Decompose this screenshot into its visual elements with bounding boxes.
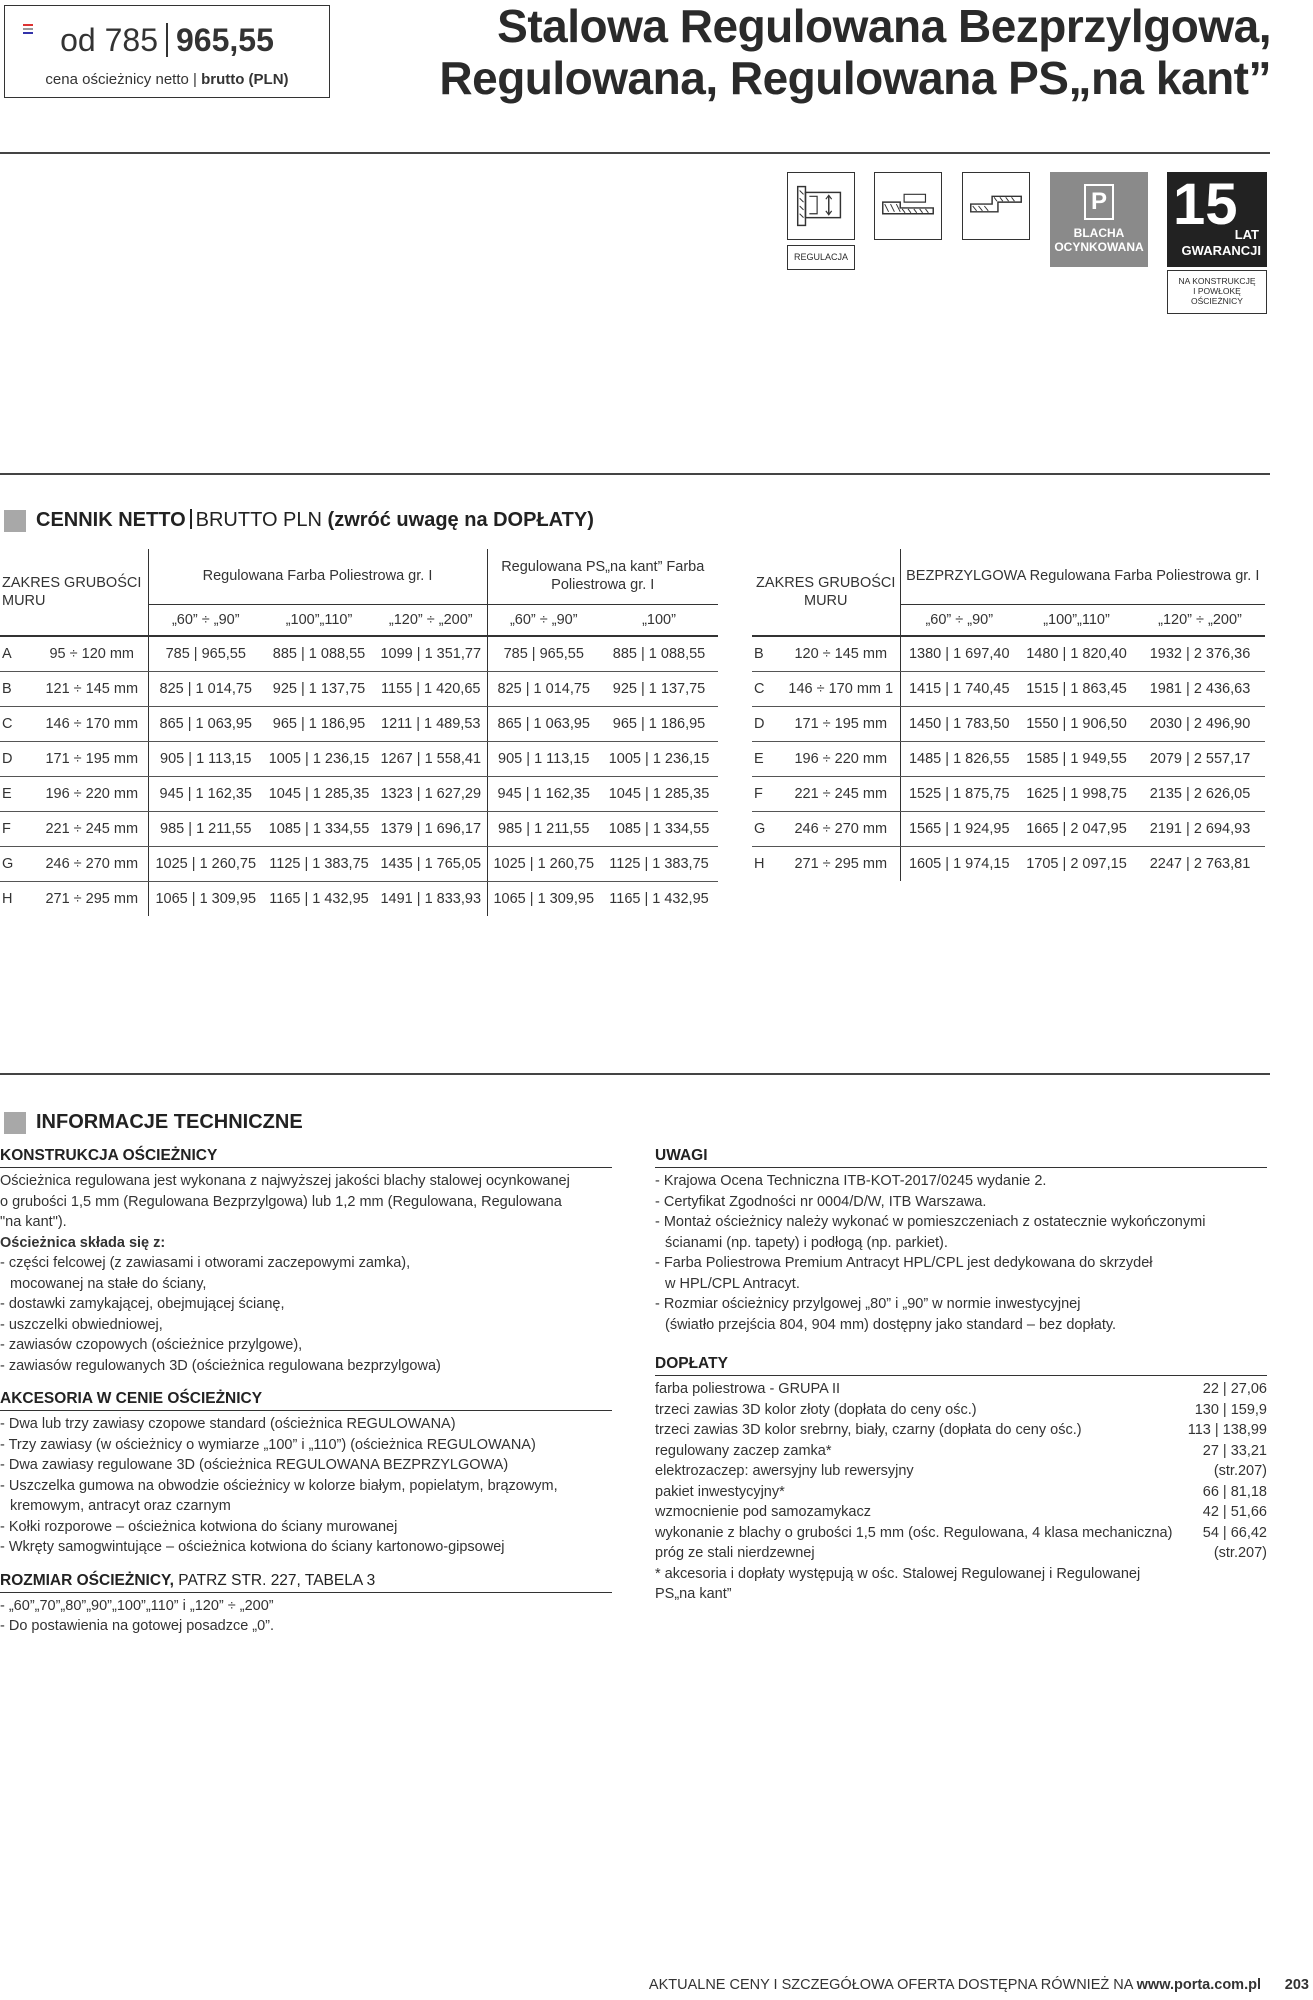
price-table-bezprzylgowa	[752, 549, 1265, 881]
group-header: Regulowana PS„na kant” Farba Poliestrowa gr. I	[487, 549, 718, 604]
list-item: elektrozaczep: awersyjny lub rewersyjny (str.207)	[655, 1463, 1267, 1479]
table-row: G 246 ÷ 270 mm 1565 | 1 924,95 1665 | 2 047,95 2191 | 2 694,93	[752, 811, 1265, 846]
group-header: Regulowana Farba Poliestrowa gr. I	[148, 549, 487, 604]
table-row: G 246 ÷ 270 mm 1025 | 1 260,75 1125 | 1 383,75 1435 | 1 765,05 1025 | 1 260,75 1125 | 1 383,75	[0, 846, 718, 881]
construction-text: Ościeżnica regulowana jest wykonana z najwyższej jakości blachy stalowej ocynkowanej o grubości 1,5 mm (Regulowana Bezprzylgowa) lub 1,2 mm (Regulowana, Regulowana "na kant"). Ościeżnica składa się z: - części felcowej (z zawiasami i otworami zaczepowymi zamka), mocowanej na stałe do ściany, - dostawki zamykającej, obejmującej ścianę, - uszczelki obwiedniowej, - zawiasów czopowych (ościeżnice przylgowe), - zawiasów regulowanych 3D (ościeżnica regulowana bezprzylgowa)	[0, 1173, 570, 1374]
surcharges-list	[655, 1379, 1267, 1605]
table-row: F 221 ÷ 245 mm 985 | 1 211,55 1085 | 1 334,55 1379 | 1 696,17 985 | 1 211,55 1085 | 1 334,55	[0, 811, 718, 846]
price-from: od 785	[60, 22, 158, 58]
price-caption: cena ościeżnicy netto | brutto (PLN)	[45, 71, 289, 88]
column-header: „100”„110”	[263, 604, 375, 636]
table-row: H 271 ÷ 295 mm 1605 | 1 974,15 1705 | 2 097,15 2247 | 2 763,81	[752, 846, 1265, 881]
accessories-heading: AKCESORIA W CENIE OŚCIEŻNICY	[0, 1390, 612, 1411]
construction-heading: KONSTRUKCJA OŚCIEŻNICY	[0, 1147, 612, 1168]
list-item: regulowany zaczep zamka* 27 | 33,21	[655, 1442, 1267, 1459]
galvanized-steel-badge: P BLACHA OCYNKOWANA	[1050, 172, 1148, 267]
table-row: C 146 ÷ 170 mm 865 | 1 063,95 965 | 1 186,95 1211 | 1 489,53 865 | 1 063,95 965 | 1 186,95	[0, 706, 718, 741]
list-item: próg ze stali nierdzewnej (str.207)	[655, 1545, 1267, 1561]
column-header: „60” ÷ „90”	[900, 604, 1018, 636]
list-item: wzmocnienie pod samozamykacz 42 | 51,66	[655, 1504, 1267, 1520]
wall-range-header: ZAKRES GRUBOŚCI MURU	[752, 549, 900, 636]
tech-left-column	[0, 1147, 612, 1637]
wall-range-header: ZAKRES GRUBOŚCI MURU	[0, 549, 148, 636]
table-row: F 221 ÷ 245 mm 1525 | 1 875,75 1625 | 1 998,75 2135 | 2 626,05	[752, 776, 1265, 811]
frame-profile-icon	[874, 172, 942, 240]
warranty-badge: 15 LAT GWARANCJI	[1167, 172, 1267, 267]
table-row: B 120 ÷ 145 mm 1380 | 1 697,40 1480 | 1 820,40 1932 | 2 376,36	[752, 636, 1265, 671]
column-header: „120” ÷ „200”	[375, 604, 487, 636]
divider	[0, 473, 1270, 475]
table-row: H 271 ÷ 295 mm 1065 | 1 309,95 1165 | 1 432,95 1491 | 1 833,93 1065 | 1 309,95 1165 | 1 432,95	[0, 881, 718, 916]
column-header: „100”„110”	[1018, 604, 1135, 636]
list-item: trzeci zawias 3D kolor srebrny, biały, czarny (dopłata do ceny ośc.) 113 | 138,99	[655, 1422, 1267, 1438]
page-number: 203	[1284, 1977, 1309, 1993]
divider	[0, 152, 1270, 154]
surcharges-note: * akcesoria i dopłaty występują w ośc. Stalowej Regulowanej i Regulowanej PS„na kant”	[655, 1565, 1141, 1602]
accessories-text: - Dwa lub trzy zawiasy czopowe standard (ościeżnica REGULOWANA) - Trzy zawiasy (w ościeżnicy o wymiarze „100” i „110”) (ościeżnica REGULOWANA) - Dwa zawiasy regulowane 3D (ościeżnica REGULOWANA BEZPRZYLGOWA) - Uszczelka gumowa na obwodzie ościeżnicy w kolorze białym, popielatym, brązowym, kremowym, antracyt oraz czarnym - Kołki rozporowe – ościeżnica kotwiona do ściany murowanej - Wkręty samogwintujące – ościeżnica kotwiona do ściany kartonowo-gipsowej	[0, 1416, 558, 1555]
list-item: farba poliestrowa - GRUPA II 22 | 27,06	[655, 1381, 1267, 1397]
column-header: „120” ÷ „200”	[1135, 604, 1265, 636]
price-main	[5, 22, 329, 59]
list-item: trzeci zawias 3D kolor złoty (dopłata do ceny ośc.) 130 | 159,9	[655, 1401, 1267, 1418]
section-marker	[4, 1112, 26, 1134]
warranty-note: NA KONSTRUKCJĘ I POWŁOKĘ OŚCIEŻNICY	[1167, 270, 1267, 314]
notes-text: - Krajowa Ocena Techniczna ITB-KOT-2017/0245 wydanie 2. - Certyfikat Zgodności nr 0004/D/W, ITB Warszawa. - Montaż ościeżnicy należy wykonać w pomieszczeniach z ostatecznie wykończonymi ścianami (np. tapety) i podłogą (np. parkiet). - Farba Poliestrowa Premium Antracyt HPL/CPL jest dedykowana do skrzydeł w HPL/CPL Antracyt. - Rozmiar ościeżnicy przylgowej „80” i „90” w normie inwestycyjnej (światło przejścia 804, 904 mm) dostępny jako standard – bez dopłaty.	[655, 1173, 1206, 1333]
tech-right-column	[655, 1147, 1267, 1605]
footer-text: AKTUALNE CENY I SZCZEGÓŁOWA OFERTA DOSTĘPNA RÓWNIEŻ NA www.porta.com.pl	[648, 1977, 1261, 1993]
regulation-label: REGULACJA	[787, 245, 855, 270]
price-box	[4, 5, 330, 98]
price-gross: 965,55	[176, 22, 274, 58]
tech-info-title: INFORMACJE TECHNICZNE	[36, 1111, 303, 1133]
column-header: „100”	[600, 604, 718, 636]
size-text: - „60”„70”„80”„90”„100”„110” i „120” ÷ „200” - Do postawienia na gotowej posadzce „0”.	[0, 1597, 275, 1634]
table-row: D 171 ÷ 195 mm 905 | 1 113,15 1005 | 1 236,15 1267 | 1 558,41 905 | 1 113,15 1005 | 1 236,15	[0, 741, 718, 776]
group-header: BEZPRZYLGOWA Regulowana Farba Poliestrowa gr. I	[900, 549, 1265, 604]
steel-p-icon: P	[1084, 184, 1114, 220]
website-link[interactable]: www.porta.com.pl	[1136, 1977, 1261, 1993]
page-title: Stalowa Regulowana Bezprzylgowa, Regulowana, Regulowana PS„na kant”	[439, 0, 1271, 104]
table-row: C 146 ÷ 170 mm 1 1415 | 1 740,45 1515 | 1 863,45 1981 | 2 436,63	[752, 671, 1265, 706]
divider	[0, 1073, 1270, 1075]
regulation-icon	[787, 172, 855, 240]
table-row: D 171 ÷ 195 mm 1450 | 1 783,50 1550 | 1 906,50 2030 | 2 496,90	[752, 706, 1265, 741]
column-header: „60” ÷ „90”	[148, 604, 263, 636]
size-heading: ROZMIAR OŚCIEŻNICY, PATRZ STR. 227, TABELA 3	[0, 1572, 612, 1593]
list-item: wykonanie z blachy o grubości 1,5 mm (ośc. Regulowana, 4 klasa mechaniczna) 54 | 66,42	[655, 1524, 1267, 1541]
section-marker	[4, 510, 26, 532]
table-row: A 95 ÷ 120 mm 785 | 965,55 885 | 1 088,55 1099 | 1 351,77 785 | 965,55 885 | 1 088,55	[0, 636, 718, 671]
column-header: „60” ÷ „90”	[487, 604, 600, 636]
table-row: E 196 ÷ 220 mm 1485 | 1 826,55 1585 | 1 949,55 2079 | 2 557,17	[752, 741, 1265, 776]
table-row: B 121 ÷ 145 mm 825 | 1 014,75 925 | 1 137,75 1155 | 1 420,65 825 | 1 014,75 925 | 1 137,75	[0, 671, 718, 706]
surcharges-heading: DOPŁATY	[655, 1355, 1267, 1376]
notes-heading: UWAGI	[655, 1147, 1267, 1168]
table-row: E 196 ÷ 220 mm 945 | 1 162,35 1045 | 1 285,35 1323 | 1 627,29 945 | 1 162,35 1045 | 1 285,35	[0, 776, 718, 811]
price-table-regulowana	[0, 549, 718, 916]
list-item: pakiet inwestycyjny* 66 | 81,18	[655, 1483, 1267, 1500]
price-list-title: CENNIK NETTO BRUTTO PLN (zwróć uwagę na DOPŁATY)	[36, 509, 594, 531]
edge-profile-icon	[962, 172, 1030, 240]
